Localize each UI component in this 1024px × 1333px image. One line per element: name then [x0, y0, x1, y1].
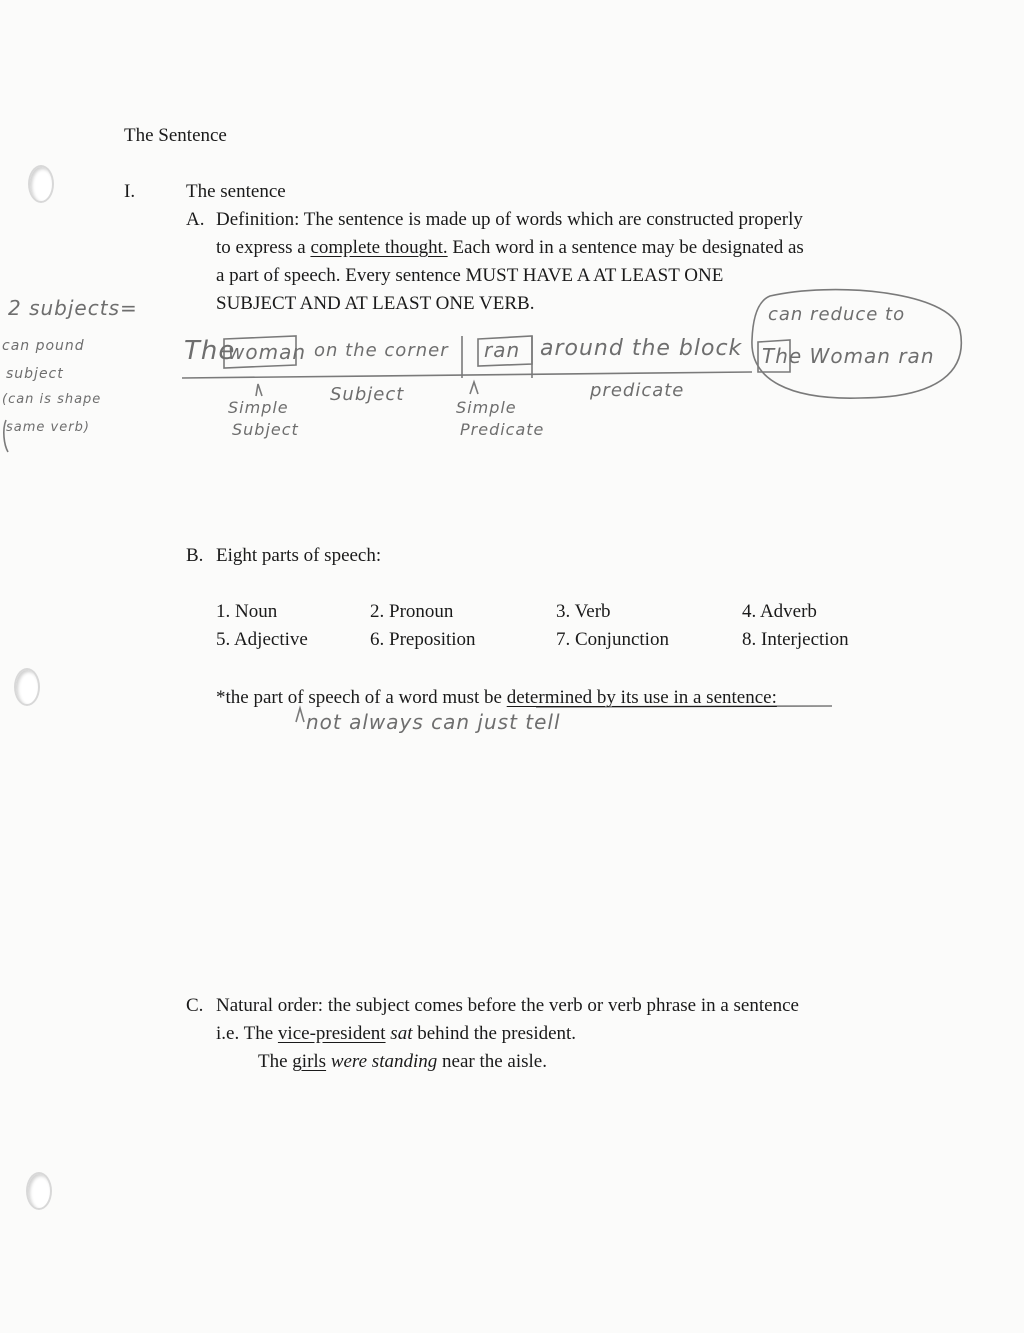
part-a-letter: A.: [186, 209, 205, 230]
hw-the: The: [184, 336, 236, 366]
part-b-note: [216, 684, 777, 712]
pos-item-5: 5. Adjective: [216, 629, 308, 650]
part-a-line-2-after: Each word in a sentence may be designated as: [447, 237, 804, 258]
part-b-note-before: *the part of speech of a word must be: [216, 687, 507, 708]
ex1-rest: behind the president.: [412, 1023, 577, 1044]
hw-on-the-corner: on the corner: [314, 340, 449, 361]
hw-simple-predicate-1: Simple: [456, 398, 517, 417]
section-heading: The sentence: [186, 181, 286, 202]
part-b-note-underlined: determined by its use in a sentence:: [506, 687, 777, 708]
page-title: The Sentence: [124, 125, 227, 146]
complete-thought-underlined: complete thought.: [310, 237, 448, 258]
pos-item-6: 6. Preposition: [370, 629, 476, 650]
part-c-example-2: [258, 1048, 547, 1076]
part-c-letter: C.: [186, 995, 204, 1016]
part-a-line-1: Definition: The sentence is made up of words which are constructed properly: [216, 209, 803, 230]
ex2-rest: near the aisle.: [437, 1051, 547, 1072]
part-a-line-3: a part of speech. Every sentence MUST HAVE A AT LEAST ONE: [216, 265, 724, 286]
hw-simple-subject-2: Subject: [232, 420, 299, 439]
ex2-verb: were standing: [330, 1051, 438, 1072]
hw-simple-predicate-2: Predicate: [460, 420, 545, 439]
hw-ran: ran: [484, 338, 521, 362]
hw-bubble-line-2: The Woman ran: [762, 344, 935, 368]
ex2-subject: girls: [292, 1051, 327, 1072]
pos-item-3: 3. Verb: [556, 601, 611, 622]
margin-note-4: (can is shape: [2, 392, 102, 407]
sentence-baseline: [182, 372, 752, 378]
part-b-heading: Eight parts of speech:: [216, 545, 382, 566]
hw-around-the-block: around the block: [540, 336, 743, 361]
part-b-letter: B.: [186, 545, 204, 566]
pos-item-1: 1. Noun: [216, 601, 278, 622]
pos-item-2: 2. Pronoun: [370, 601, 454, 622]
hw-bubble-line-1: can reduce to: [768, 304, 906, 325]
pos-item-7: 7. Conjunction: [556, 629, 669, 650]
margin-note-5: same verb): [6, 420, 90, 435]
hw-woman: woman: [228, 340, 307, 364]
part-c-example-1: [216, 1020, 576, 1048]
ex1-verb: sat: [390, 1023, 413, 1044]
part-a-line-2-before: to express a: [216, 237, 311, 258]
hw-predicate-label: predicate: [590, 380, 685, 401]
margin-note-3: subject: [6, 366, 64, 382]
part-a-line-4: SUBJECT AND AT LEAST ONE VERB.: [216, 293, 535, 314]
margin-note-1: 2 subjects=: [8, 296, 138, 320]
ex2-prefix: The: [258, 1051, 293, 1072]
part-c-line-1: Natural order: the subject comes before the verb or verb phrase in a sentence: [216, 995, 799, 1016]
hw-subject-label: Subject: [330, 384, 405, 405]
section-numeral: I.: [124, 181, 136, 202]
pos-item-8: 8. Interjection: [742, 629, 849, 650]
margin-note-2: can pound: [2, 338, 85, 354]
ex1-subject: vice-president: [277, 1023, 386, 1044]
ex1-prefix: i.e. The: [216, 1023, 278, 1044]
pos-item-4: 4. Adverb: [742, 601, 817, 622]
hw-under-note: not always can just tell: [306, 710, 561, 734]
hw-simple-subject-1: Simple: [228, 398, 289, 417]
